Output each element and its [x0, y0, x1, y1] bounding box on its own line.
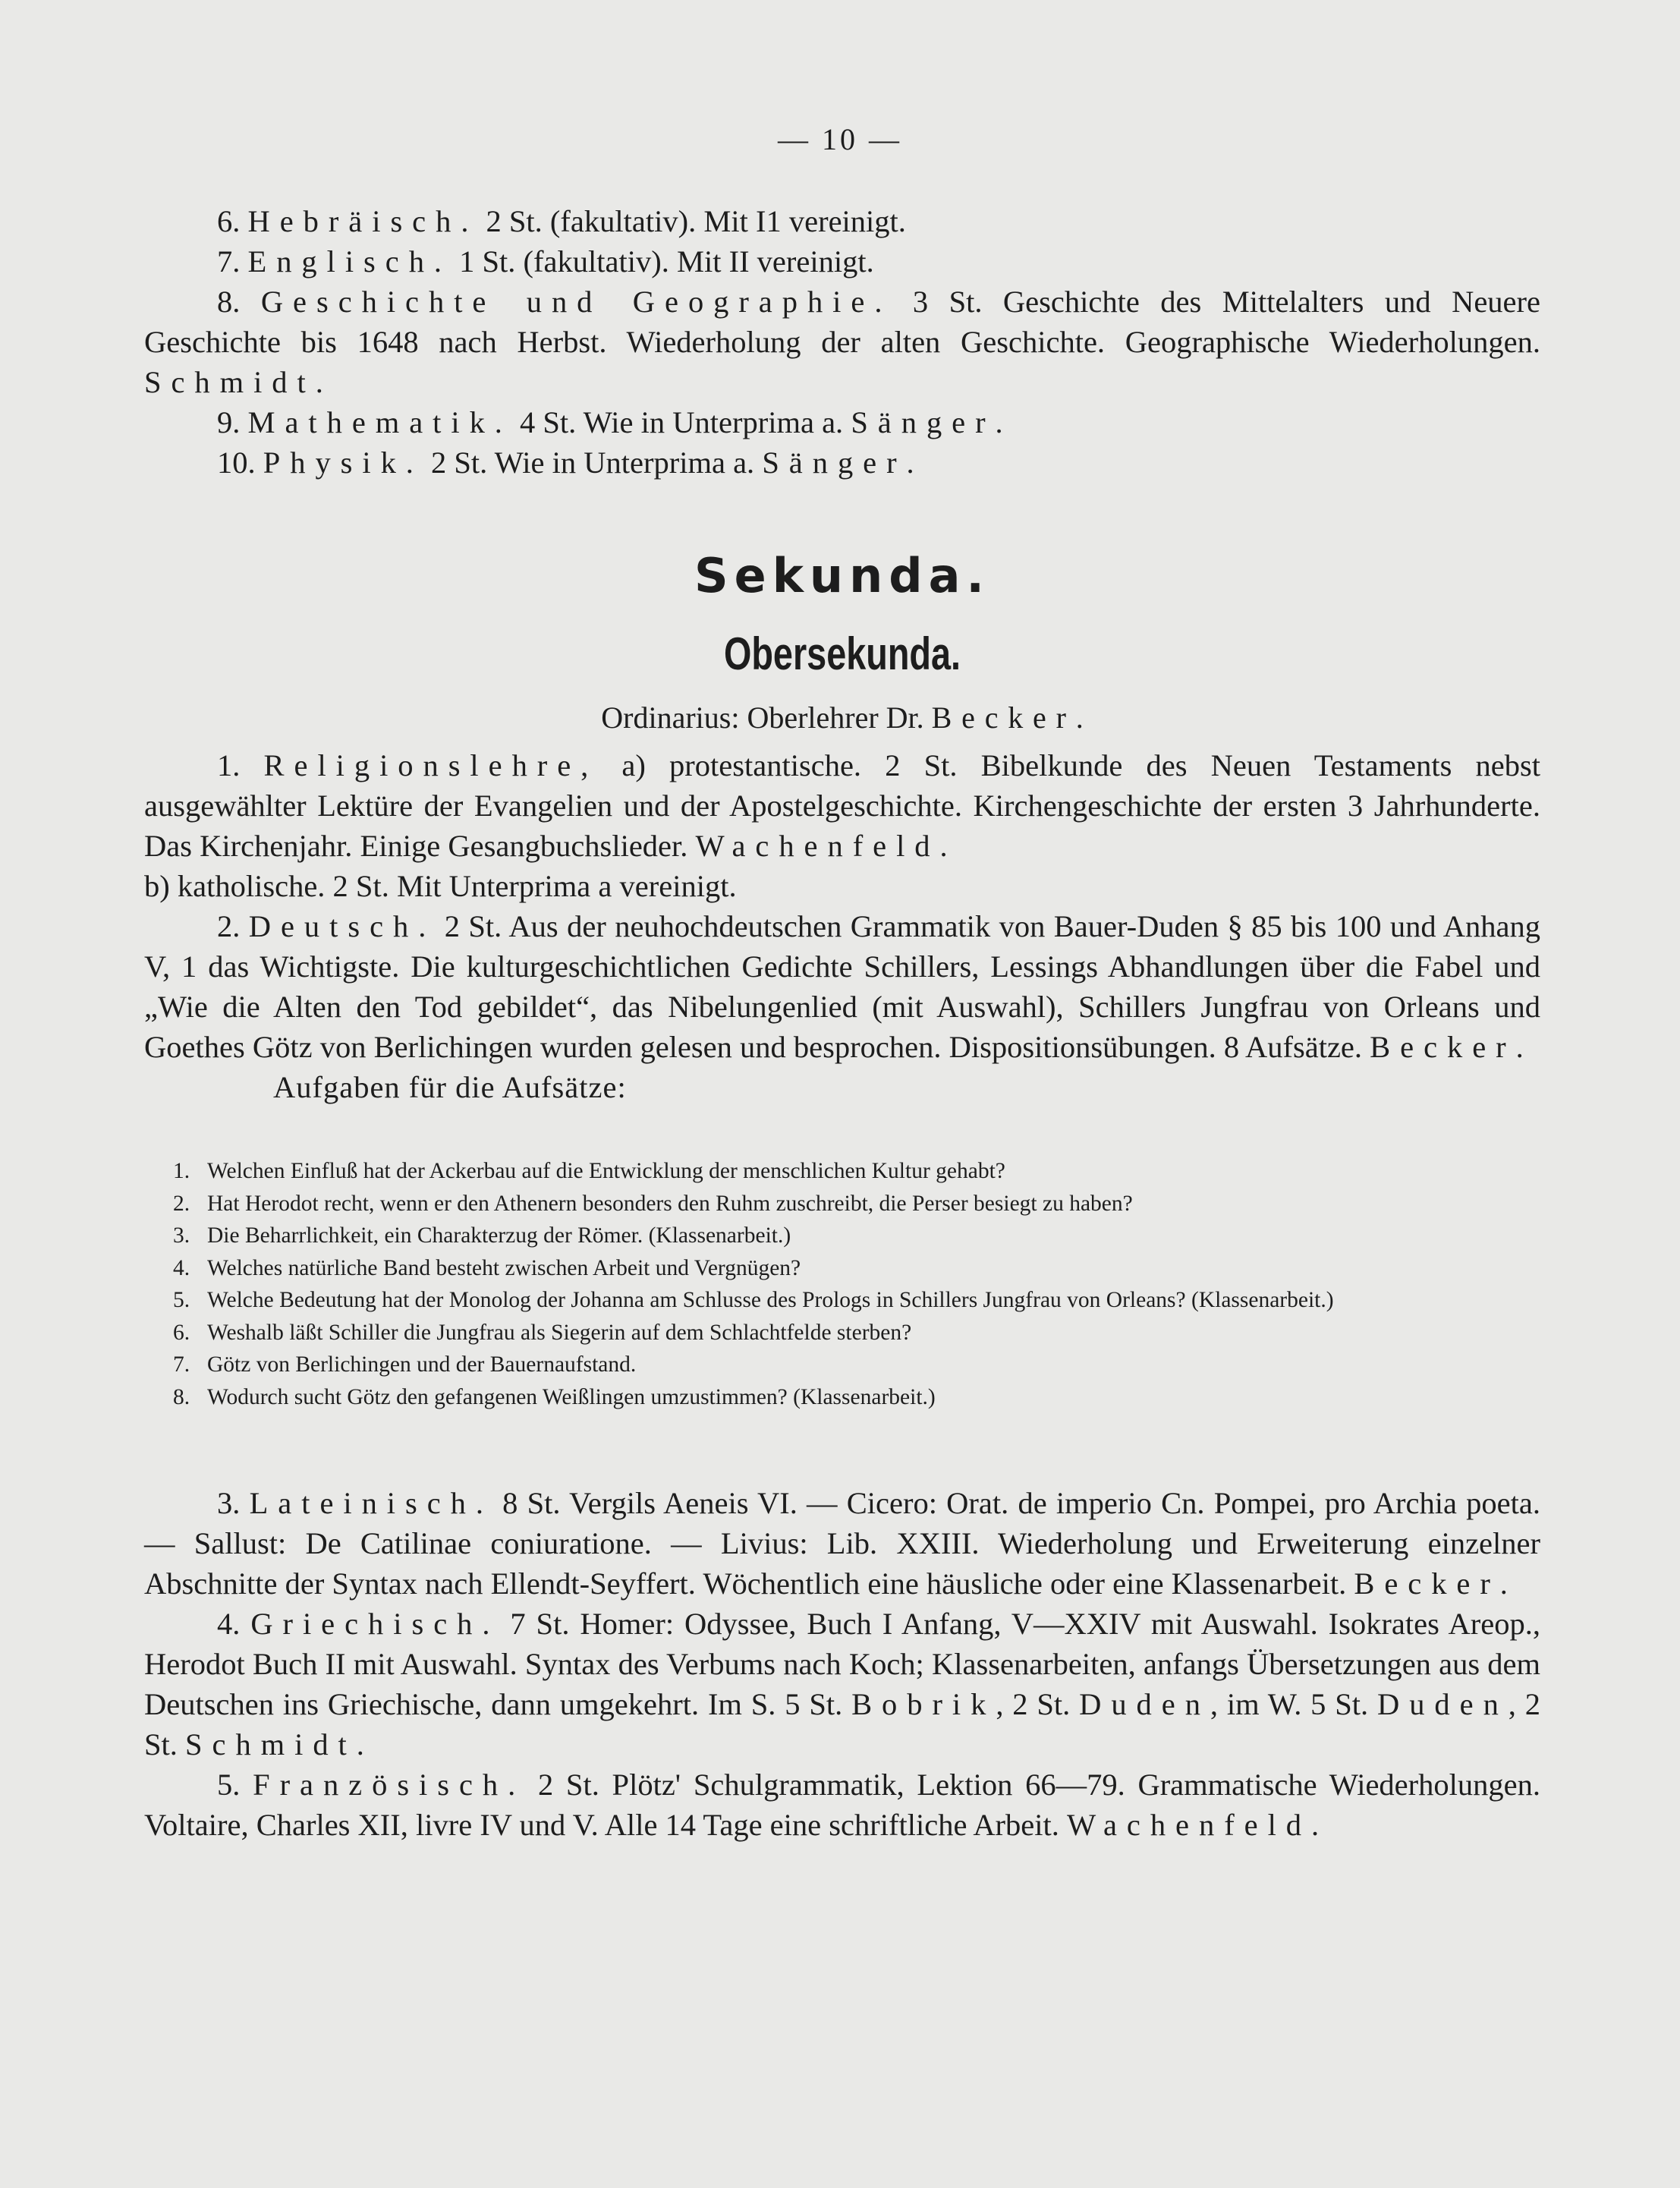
topic-item: 6. Weshalb läßt Schiller die Jungfrau als Siegerin auf dem Schlachtfelde sterben?	[173, 1320, 912, 1345]
section-heading-block	[144, 548, 1540, 603]
top-items	[144, 201, 1540, 483]
ordinarius-block	[144, 700, 1540, 735]
item-religion: 1. Religionslehre, a) protestantische. 2 St. Bibelkunde des Neuen Testaments nebst ausgewählter Lektüre der Evangelien und der Apostelgeschichte. Kirchengeschichte der ersten 3 Jahrhunderte. Das Kirchenjahr. Einige Gesangbuchslieder. Wachenfeld.	[144, 748, 1540, 863]
ordinarius-line: Ordinarius: Oberlehrer Dr. Becker.	[601, 700, 1084, 735]
item-physik: 10. Physik. 2 St. Wie in Unterprima a. Sänger.	[217, 445, 914, 480]
essay-topics	[173, 1155, 1539, 1413]
topic-item: 1. Welchen Einfluß hat der Ackerbau auf die Entwicklung der menschlichen Kultur gehabt?	[173, 1159, 1005, 1183]
item-franzoesisch: 5. Französisch. 2 St. Plötz' Schulgrammatik, Lektion 66—79. Grammatische Wiederholungen. Voltaire, Charles XII, livre IV und V. Alle 14 Tage eine schriftliche Arbeit. Wachenfeld.	[144, 1768, 1540, 1842]
item-hebraeisch: 6. Hebräisch. 2 St. (fakultativ). Mit I1 vereinigt.	[217, 204, 906, 238]
topic-item: 8. Wodurch sucht Götz den gefangenen Weißlingen umzustimmen? (Klassenarbeit.)	[173, 1384, 936, 1409]
topic-list	[173, 1155, 1539, 1413]
item-mathematik: 9. Mathematik. 4 St. Wie in Unterprima a. Sänger.	[217, 405, 1003, 439]
subsection-title: Obersekunda.	[723, 628, 961, 679]
item-deutsch: 2. Deutsch. 2 St. Aus der neuhochdeutschen Grammatik von Bauer-Duden § 85 bis 100 und Anhang V, 1 das Wichtigste. Die kulturgeschichtlichen Gedichte Schillers, Lessings Abhandlungen über die Fabel und „Wie die Alten den Tod gebildet“, das Nibelungenlied (mit Auswahl), Schillers Jungfrau von Orleans und Goethes Götz von Berlichingen wurden gelesen und besprochen. Dispositionsübungen. 8 Aufsätze. Becker.	[144, 909, 1540, 1064]
topic-item: 3. Die Beharrlichkeit, ein Charakterzug der Römer. (Klassenarbeit.)	[173, 1223, 791, 1248]
topic-item: 5. Welche Bedeutung hat der Monolog der Johanna am Schlusse des Prologs in Schillers Jungfrau von Orleans? (Klassenarbeit.)	[173, 1288, 1334, 1312]
topic-item: 4. Welches natürliche Band besteht zwischen Arbeit und Vergnügen?	[173, 1255, 801, 1280]
item-englisch: 7. Englisch. 1 St. (fakultativ). Mit II vereinigt.	[217, 244, 874, 279]
subsection-heading-block	[144, 628, 1540, 679]
item-religion-kath: b) katholische. 2 St. Mit Unterprima a vereinigt.	[144, 869, 737, 903]
aufgaben-heading: Aufgaben für die Aufsätze:	[273, 1070, 627, 1104]
topic-item: 2. Hat Herodot recht, wenn er den Athenern besonders den Ruhm zuschreibt, die Perser besiegt zu haben?	[173, 1191, 1133, 1216]
main-items	[144, 745, 1540, 1107]
item-geschichte: 8. Geschichte und Geographie. 3 St. Geschichte des Mittelalters und Neuere Geschichte bis 1648 nach Herbst. Wiederholung der alten Geschichte. Geographische Wiederholungen. Schmidt.	[144, 285, 1540, 399]
page-number: — 10 —	[778, 122, 902, 156]
topic-item: 7. Götz von Berlichingen und der Bauernaufstand.	[173, 1352, 637, 1377]
lower-items	[144, 1483, 1540, 1845]
item-latein: 3. Lateinisch. 8 St. Vergils Aeneis VI. — Cicero: Orat. de imperio Cn. Pompei, pro Archia poeta. — Sallust: De Catilinae coniuratione. — Livius: Lib. XXIII. Wiederholung und Erweiterung einzelner Abschnitte der Syntax nach Ellendt-Seyffert. Wöchentlich eine häusliche oder eine Klassenarbeit. Becker.	[144, 1486, 1540, 1601]
section-title: Sekunda.	[694, 548, 990, 603]
item-griechisch: 4. Griechisch. 7 St. Homer: Odyssee, Buch I Anfang, V—XXIV mit Auswahl. Isokrates Areop., Herodot Buch II mit Auswahl. Syntax des Verbums nach Koch; Klassenarbeiten, anfangs Übersetzungen aus dem Deutschen ins Griechische, dann umgekehrt. Im S. 5 St. Bobrik, 2 St. Duden, im W. 5 St. Duden, 2 St. Schmidt.	[144, 1607, 1541, 1761]
